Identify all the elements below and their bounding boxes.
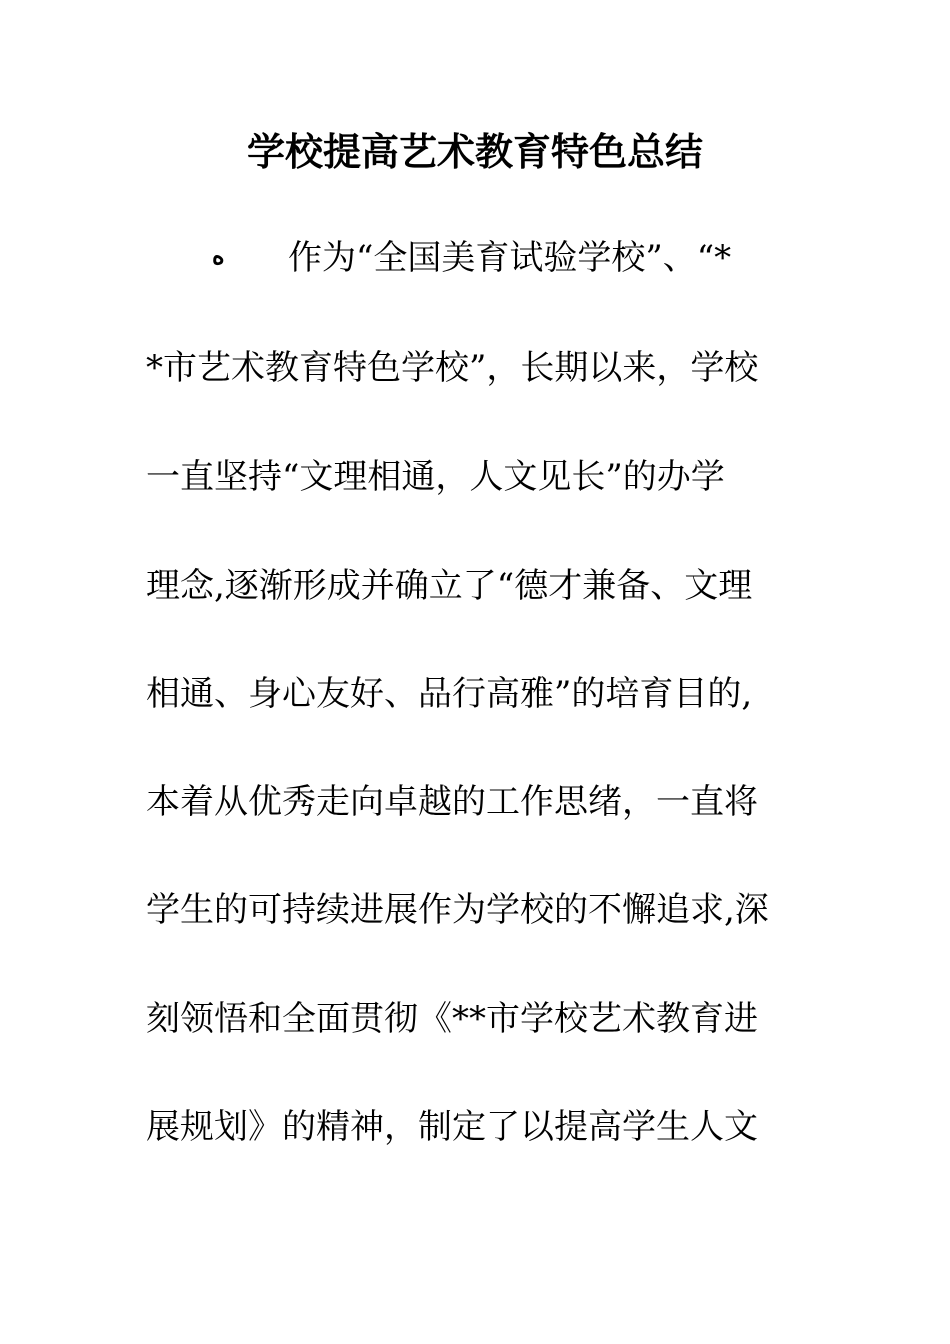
body-line-6: 本着从优秀走向卓越的工作思绪，一直将	[146, 782, 758, 822]
body-line-3: 一直坚持“文理相通，人文见长”的办学	[146, 457, 725, 497]
body-line-9: 展规划》的精神，制定了以提高学生人文	[146, 1107, 758, 1147]
body-line-7: 学生的可持续进展作为学校的不懈追求,深	[146, 890, 769, 930]
paragraph-mark-glyph: ه	[212, 241, 225, 270]
body-line-5: 相通、身心友好、品行高雅”的培育目的,	[146, 674, 753, 714]
body-line-2: *市艺术教育特色学校”，长期以来，学校	[146, 348, 759, 388]
body-line-1: 作为“全国美育试验学校”、“*	[288, 238, 732, 278]
body-line-8: 刻领悟和全面贯彻《**市学校艺术教育进	[146, 999, 758, 1039]
body-line-4: 理念,逐渐形成并确立了“德才兼备、文理	[146, 566, 753, 606]
document-title: 学校提高艺术教育特色总结	[246, 129, 703, 174]
